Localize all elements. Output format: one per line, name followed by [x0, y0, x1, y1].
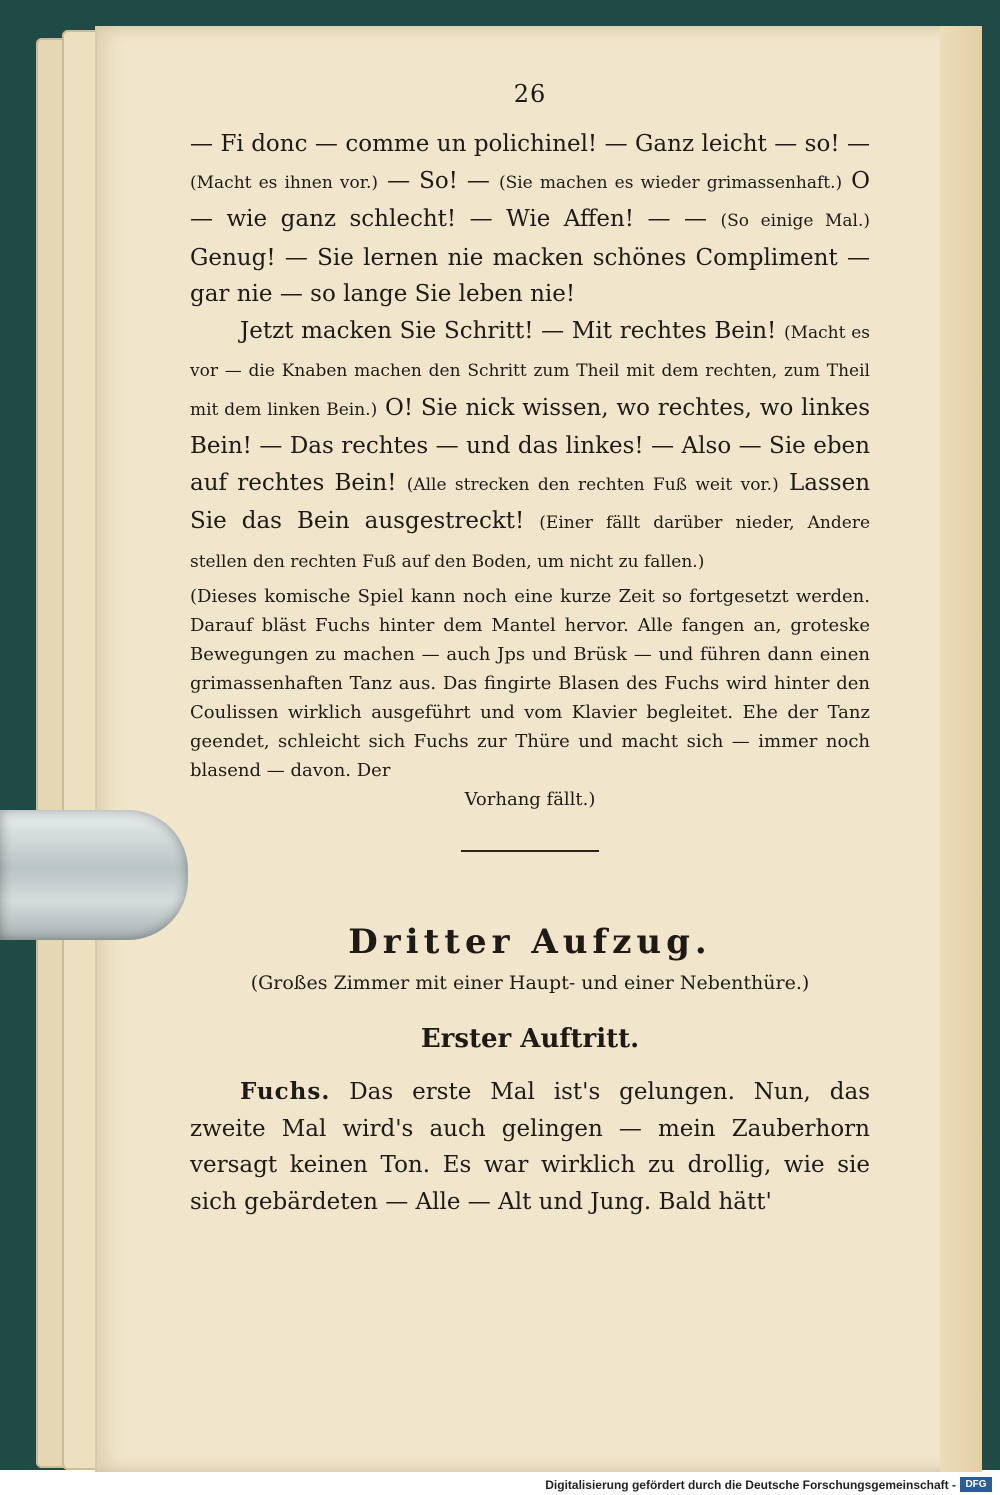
dialogue-text: Das erste Mal ist's gelungen. Nun, das zweite Mal wird's auch gelingen — mein Zauberhorn versagt keinen Ton. Es war wirklich zu drollig, wie sie sich gebärdeten — Alle — Alt und Jung. Bald hätt' [190, 1079, 870, 1215]
dialogue-text: — So! — [387, 167, 490, 194]
stage-direction: (Dieses komische Spiel kann noch eine kurze Zeit so fortgesetzt werden. Darauf bläst Fuchs hinter dem Mantel hervor. Alle fangen an, groteske Bewegungen zu machen — auch Jps und Brüsk — und führen dann einen grimassenhaften Tanz aus. Das fingirte Blasen des Fuchs wird hinter den Coulissen wirklich ausgeführt und vom Klavier begleitet. Ehe der Tanz geendet, schleicht sich Fuchs zur Thüre und macht sich — immer noch blasend — davon. Der [190, 586, 870, 781]
dialogue-text: O — wie ganz schlecht! — Wie Affen! — — [190, 167, 871, 232]
section-divider [461, 850, 599, 852]
footer-credit: Digitalisierung gefördert durch die Deutsche Forschungsgemeinschaft - [545, 1478, 956, 1492]
stage-note: (Einer fällt darüber nieder, Andere stellen den rechten Fuß auf den Boden, um nicht zu fallen.) [190, 513, 871, 572]
stage-note: (Sie machen es wieder grimassenhaft.) [498, 172, 843, 193]
dialogue-text: Lassen Sie das Bein ausgestreckt! [190, 469, 871, 534]
stage-note: (So einige Mal.) [720, 211, 870, 231]
page-text [190, 80, 870, 1220]
page-edge [940, 26, 982, 1472]
dfg-logo: DFG [960, 1477, 992, 1492]
dialogue-text: Genug! — Sie lernen nie macken schönes Compliment — gar nie — so lange Sie leben nie! [190, 244, 870, 307]
dialogue-text: O! Sie nick wissen, wo rechtes, wo linkes Bein! — Das rechtes — und das linkes! — Also — Sie eben auf rechtes Bein! [190, 394, 870, 496]
scene-title: Erster Auftritt. [420, 1024, 640, 1054]
stage-note: (Macht es ihnen vor.) [190, 172, 379, 193]
speaker-name: Fuchs. [240, 1078, 331, 1105]
stage-direction-end: Vorhang fällt.) [464, 789, 596, 810]
page-number: 26 [513, 80, 547, 108]
dialogue-text: — Fi donc — comme un polichinel! — Ganz leicht — so! — [190, 131, 870, 157]
act-setting: (Großes Zimmer mit einer Haupt- und einer Nebenthüre.) [250, 972, 810, 994]
footer-bar [0, 1474, 1000, 1495]
scene-dialogue [190, 1074, 870, 1220]
stage-note: (Macht es vor — die Knaben machen den Schritt zum Theil mit dem rechten, zum Theil mit dem linken Bein.) [190, 322, 870, 420]
dialogue-text: Jetzt macken Sie Schritt! — Mit rechtes Bein! [240, 317, 777, 344]
act-title: Dritter Aufzug. [348, 922, 712, 962]
page-clip [0, 810, 188, 940]
paragraph-2 [190, 313, 870, 581]
paragraph-1 [190, 126, 870, 313]
stage-note: (Alle strecken den rechten Fuß weit vor.) [406, 474, 779, 495]
